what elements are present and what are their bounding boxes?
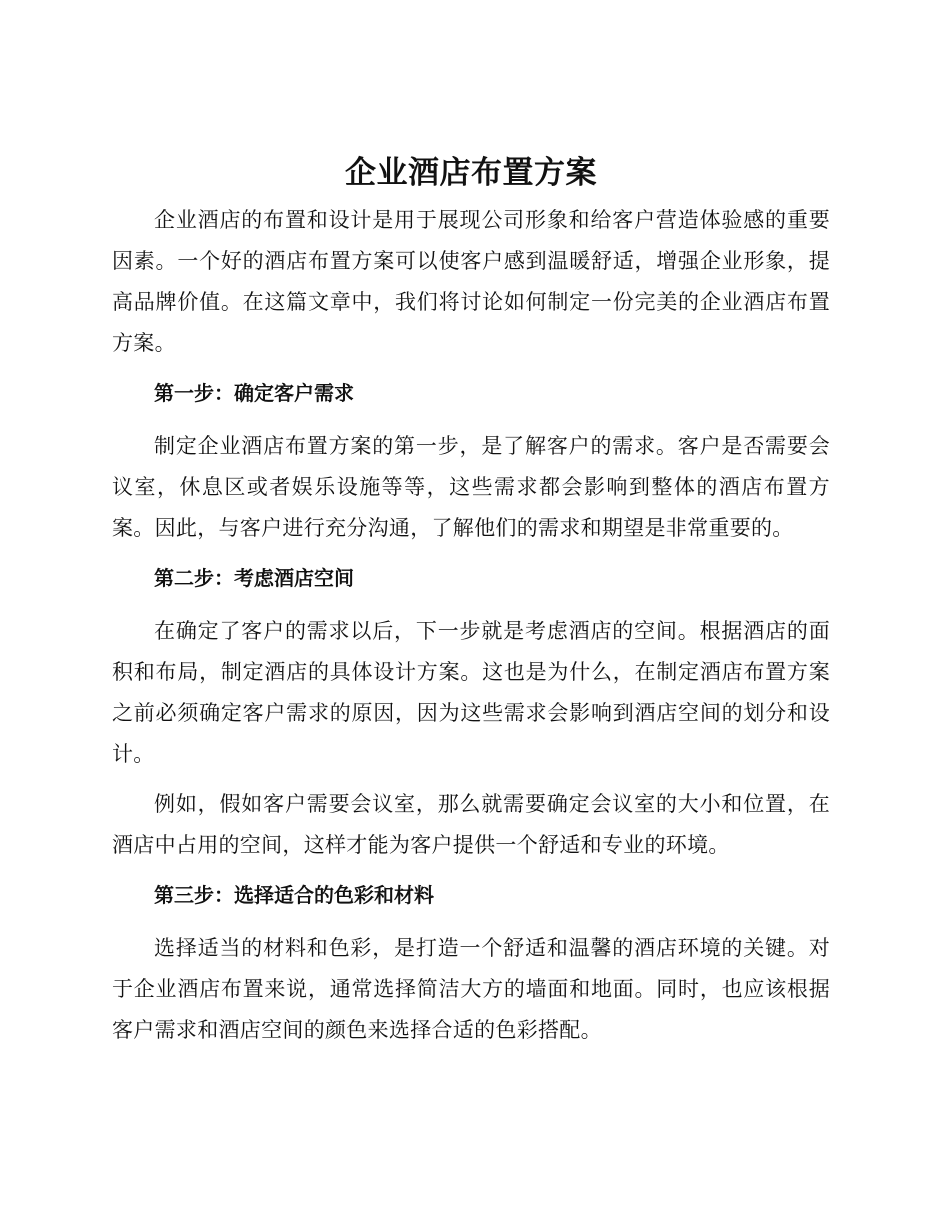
document-title: 企业酒店布置方案 [345, 155, 597, 191]
section-heading-step-1: 第一步：确定客户需求 [154, 381, 354, 405]
intro-paragraph: 企业酒店的布置和设计是用于展现公司形象和给客户营造体验感的重要因素。一个好的酒店布置方案可以使客户感到温暖舒适，增强企业形象，提高品牌价值。在这篇文章中，我们将讨论如何制定一份完美的企业酒店布置方案。 [112, 208, 830, 355]
section-1-paragraph-1: 制定企业酒店布置方案的第一步，是了解客户的需求。客户是否需要会议室，休息区或者娱乐设施等等，这些需求都会影响到整体的酒店布置方案。因此，与客户进行充分沟通，了解他们的需求和期望是非常重要的。 [112, 434, 830, 540]
section-heading-step-3: 第三步：选择适合的色彩和材料 [154, 883, 434, 907]
section-2-paragraph-1: 在确定了客户的需求以后，下一步就是考虑酒店的空间。根据酒店的面积和布局，制定酒店的具体设计方案。这也是为什么，在制定酒店布置方案之前必须确定客户需求的原因，因为这些需求会影响到酒店空间的划分和设计。 [112, 619, 830, 766]
document-page [112, 148, 830, 1051]
section-3-paragraph-1: 选择适当的材料和色彩，是打造一个舒适和温馨的酒店环境的关键。对于企业酒店布置来说，通常选择简洁大方的墙面和地面。同时，也应该根据客户需求和酒店空间的颜色来选择合适的色彩搭配。 [112, 936, 830, 1042]
section-2-paragraph-2: 例如，假如客户需要会议室，那么就需要确定会议室的大小和位置，在酒店中占用的空间，这样才能为客户提供一个舒适和专业的环境。 [112, 792, 830, 857]
section-heading-step-2: 第二步：考虑酒店空间 [154, 566, 354, 590]
